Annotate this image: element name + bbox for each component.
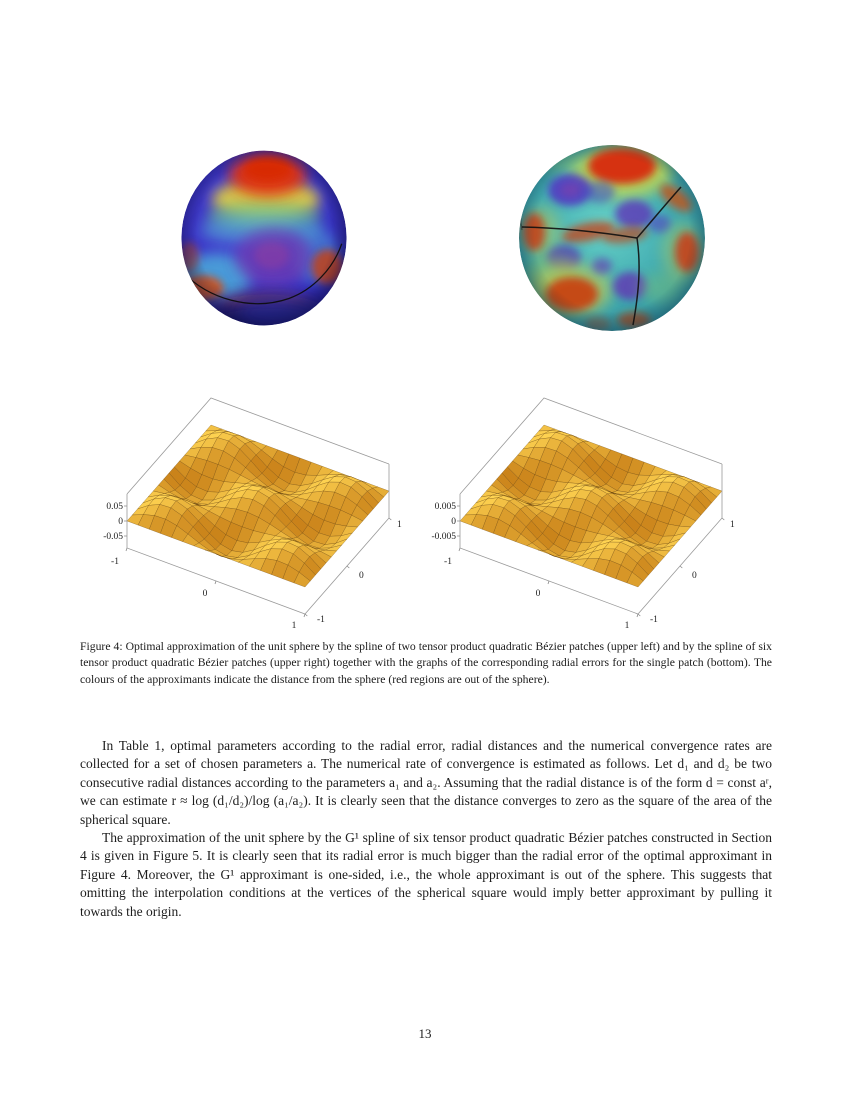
- sphere-six-patch-image: [512, 138, 712, 338]
- z-axis-tick-label: 0: [451, 517, 456, 527]
- x-axis-tick-label: 0: [535, 589, 541, 599]
- y-axis-tick-label: -1: [317, 615, 325, 625]
- z-axis-tick-label: -0.005: [431, 532, 456, 542]
- y-axis-tick-label: 0: [692, 571, 697, 581]
- x-axis-tick-label: -1: [111, 557, 119, 567]
- x-axis-tick-label: 0: [202, 589, 208, 599]
- body-text: [80, 737, 772, 921]
- y-axis-tick-label: 1: [730, 520, 735, 530]
- y-axis-tick-label: -1: [650, 615, 658, 625]
- paragraph-2: The approximation of the unit sphere by the G¹ spline of six tensor product quadratic Bézier patches constructed in Section 4 is given in Figure 5. It is clearly seen that its radial error is much bigger than the radial error of the optimal approximant in Figure 4. Moreover, the G¹ approximant is one-sided, i.e., the whole approximant is out of the sphere. This suggests that omitting the interpolation conditions at the vertices of the spherical square would imply better approximant by pulling it towards the origin.: [80, 830, 772, 919]
- z-axis-tick-label: 0.005: [434, 502, 456, 512]
- x-axis-tick-label: 1: [291, 621, 297, 631]
- x-axis-tick-label: 1: [624, 621, 630, 631]
- y-axis-tick-label: 0: [359, 571, 364, 581]
- surface-plot-right: [428, 394, 763, 640]
- sphere-two-patch-image: [168, 142, 360, 334]
- z-axis-tick-label: -0.05: [103, 532, 123, 542]
- sphere-six-patch-surface: [519, 145, 705, 331]
- figure-caption: Figure 4: Optimal approximation of the unit sphere by the spline of two tensor product quadratic Bézier patches (upper left) and by the spline of six tensor product quadratic Bézier patches (upper right) together with the graphs of the corresponding radial errors for the single patch (bottom). The colours of the approximants indicate the distance from the sphere (red regions are out of the sphere).: [80, 640, 772, 686]
- page-number: 13: [418, 1026, 432, 1041]
- z-axis-tick-label: 0.05: [106, 502, 123, 512]
- sphere-two-patch-surface: [180, 151, 347, 334]
- paragraph-1: In Table 1, optimal parameters according to the radial error, radial distances and the numerical convergence rates are collected for a set of chosen parameters a. The numerical rate of convergence is estimated as follows. Let d₁ and d₂ be two consecutive radial distances according to the parameters a₁ and a₂. Assuming that the radial distance is of the form d = const aʳ, we can estimate r ≈ log (d₁/d₂)/log (a₁/a₂). It is clearly seen that the distance converges to zero as the square of the area of the spherical square.: [80, 738, 772, 827]
- z-axis-tick-label: 0: [118, 517, 123, 527]
- surface-plot-left: [95, 394, 430, 640]
- y-axis-tick-label: 1: [397, 520, 402, 530]
- x-axis-tick-label: -1: [444, 557, 452, 567]
